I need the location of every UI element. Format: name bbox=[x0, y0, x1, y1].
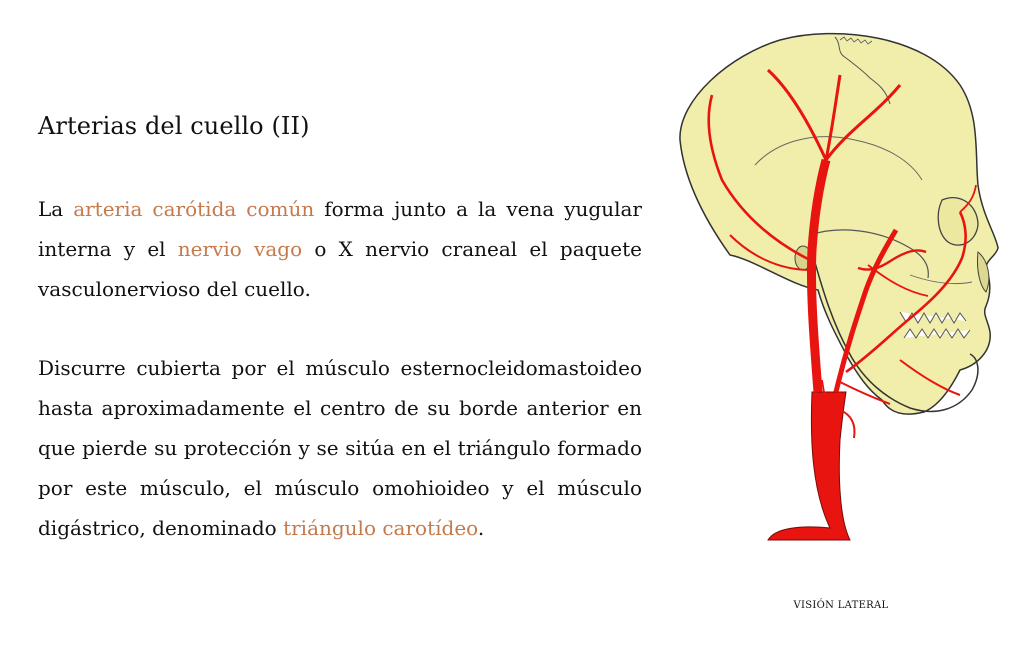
paragraph-text: . bbox=[477, 516, 485, 540]
page-title: Arterias del cuello (II) bbox=[38, 112, 310, 140]
paragraph-carotid-course bbox=[38, 348, 642, 548]
paragraph-text: o X nervio craneal el paquete vasculonervioso del cuello. bbox=[38, 237, 643, 301]
highlight-triangulo-carotideo[interactable]: triángulo carotídeo bbox=[283, 516, 478, 540]
paragraph-text: La bbox=[38, 197, 74, 221]
highlight-arteria-carotida-comun[interactable]: arteria carótida común bbox=[73, 197, 315, 221]
paragraph-text: Discurre cubierta por el músculo esternocleidomastoideo hasta aproximadamente el centro de su borde anterior en que pierde su protección y se sitúa en el triángulo formado por este músculo, el músculo omohioideo y el músculo digástrico, denominado bbox=[38, 356, 642, 540]
figure-caption: VISIÓN LATERAL bbox=[793, 600, 889, 611]
highlight-nervio-vago[interactable]: nervio vago bbox=[177, 237, 303, 261]
paragraph-carotid-intro bbox=[38, 189, 642, 309]
paragraph-text: forma junto a la vena yugular interna y el bbox=[38, 197, 642, 261]
common-carotid-artery bbox=[768, 392, 850, 540]
skull-arteries-illustration bbox=[660, 20, 1024, 560]
